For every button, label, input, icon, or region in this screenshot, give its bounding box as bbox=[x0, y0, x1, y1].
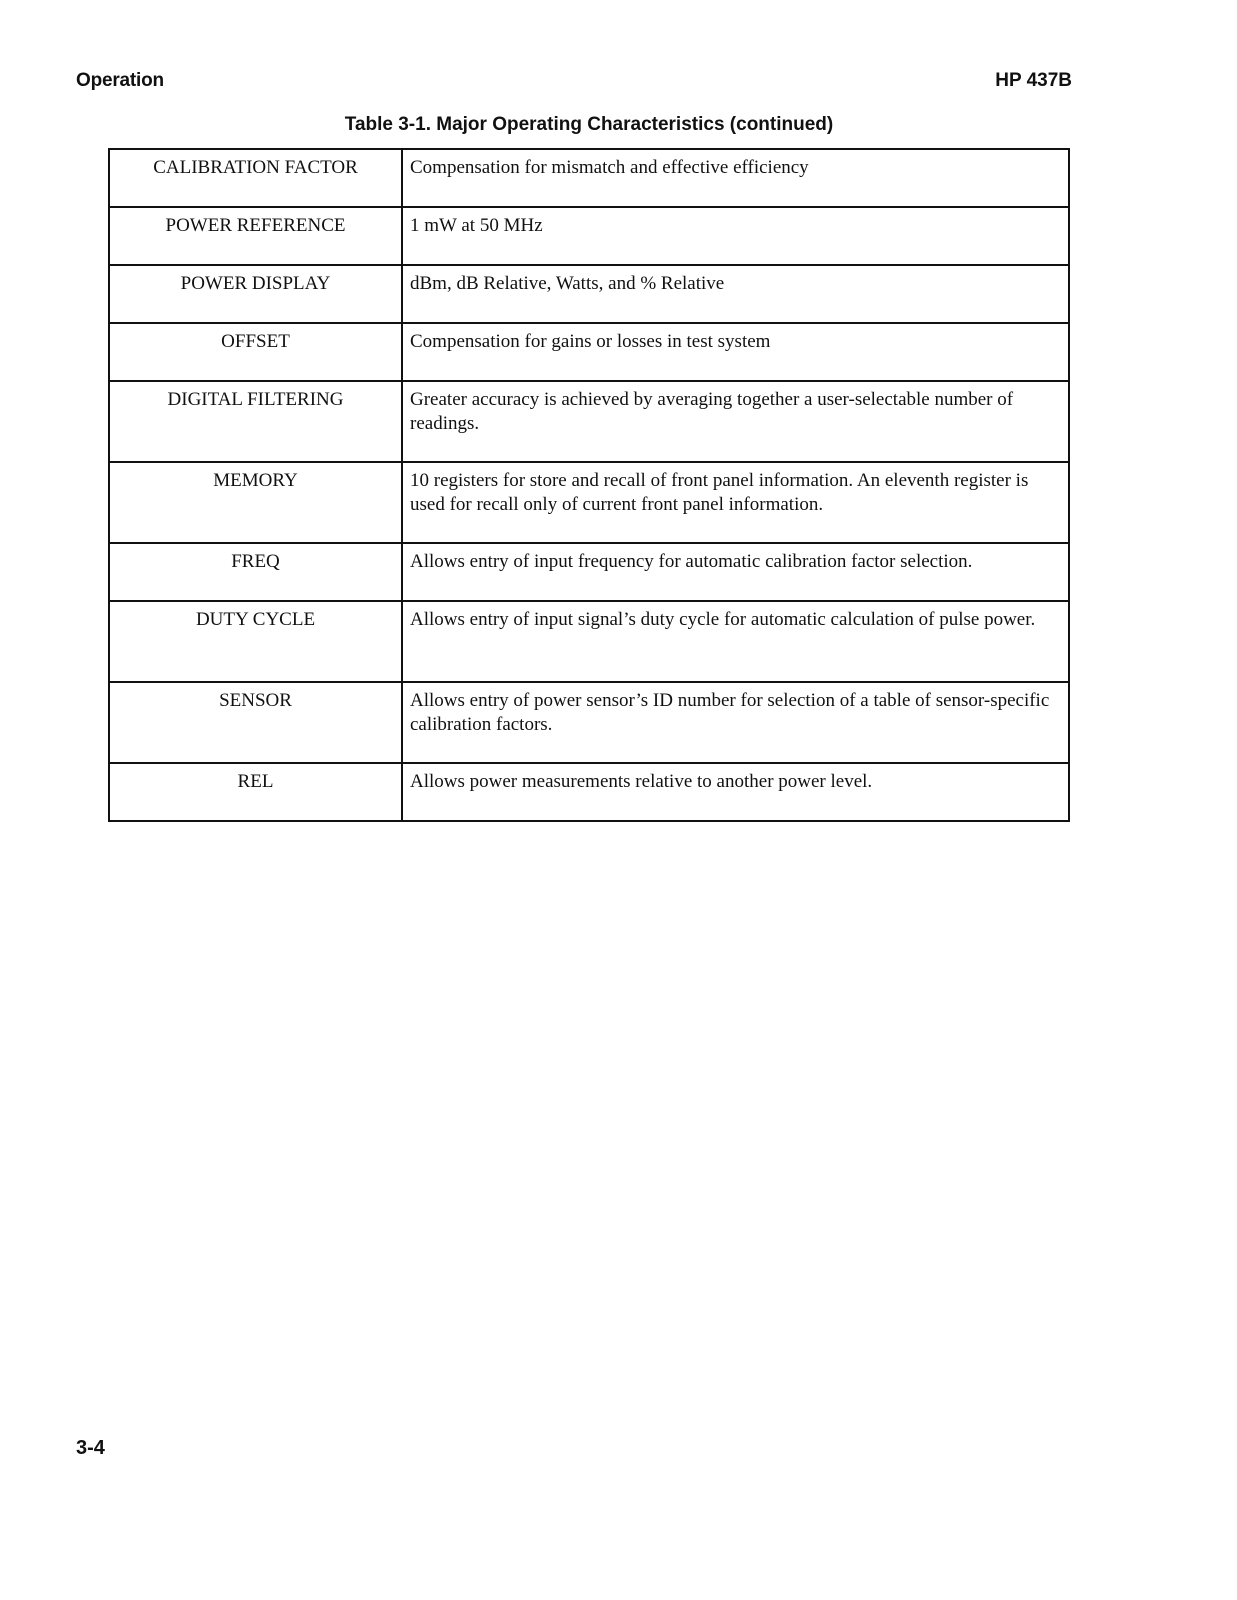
characteristic-description: Compensation for gains or losses in test system bbox=[402, 323, 1069, 381]
page-number: 3-4 bbox=[76, 1437, 105, 1459]
table-row bbox=[109, 682, 1069, 763]
characteristic-name: MEMORY bbox=[109, 462, 402, 543]
table-row bbox=[109, 265, 1069, 323]
table-row bbox=[109, 601, 1069, 682]
model-name: HP 437B bbox=[995, 70, 1072, 91]
characteristics-table bbox=[108, 148, 1070, 822]
characteristic-description: Compensation for mismatch and effective efficiency bbox=[402, 149, 1069, 207]
characteristic-name: FREQ bbox=[109, 543, 402, 601]
characteristic-name: POWER DISPLAY bbox=[109, 265, 402, 323]
table-row bbox=[109, 462, 1069, 543]
table-row bbox=[109, 323, 1069, 381]
characteristic-description: Allows entry of power sensor’s ID number for selection of a table of sensor-specific calibration factors. bbox=[402, 682, 1069, 763]
characteristic-name: REL bbox=[109, 763, 402, 821]
table-row bbox=[109, 381, 1069, 462]
characteristic-description: Allows power measurements relative to another power level. bbox=[402, 763, 1069, 821]
table-row bbox=[109, 763, 1069, 821]
characteristic-name: OFFSET bbox=[109, 323, 402, 381]
table-row bbox=[109, 543, 1069, 601]
characteristic-description: 1 mW at 50 MHz bbox=[402, 207, 1069, 265]
characteristic-description: Allows entry of input frequency for automatic calibration factor selection. bbox=[402, 543, 1069, 601]
characteristic-description: Allows entry of input signal’s duty cycle for automatic calculation of pulse power. bbox=[402, 601, 1069, 682]
characteristic-description: Greater accuracy is achieved by averaging together a user-selectable number of readings. bbox=[402, 381, 1069, 462]
table-row bbox=[109, 207, 1069, 265]
characteristic-description: dBm, dB Relative, Watts, and % Relative bbox=[402, 265, 1069, 323]
characteristic-name: SENSOR bbox=[109, 682, 402, 763]
characteristic-name: POWER REFERENCE bbox=[109, 207, 402, 265]
characteristic-name: DIGITAL FILTERING bbox=[109, 381, 402, 462]
characteristic-name: DUTY CYCLE bbox=[109, 601, 402, 682]
characteristic-description: 10 registers for store and recall of front panel information. An eleventh register is used for recall only of current front panel information. bbox=[402, 462, 1069, 543]
table-row bbox=[109, 149, 1069, 207]
characteristic-name: CALIBRATION FACTOR bbox=[109, 149, 402, 207]
table-title: Table 3-1. Major Operating Characteristics (continued) bbox=[344, 114, 834, 135]
section-title: Operation bbox=[76, 70, 164, 91]
